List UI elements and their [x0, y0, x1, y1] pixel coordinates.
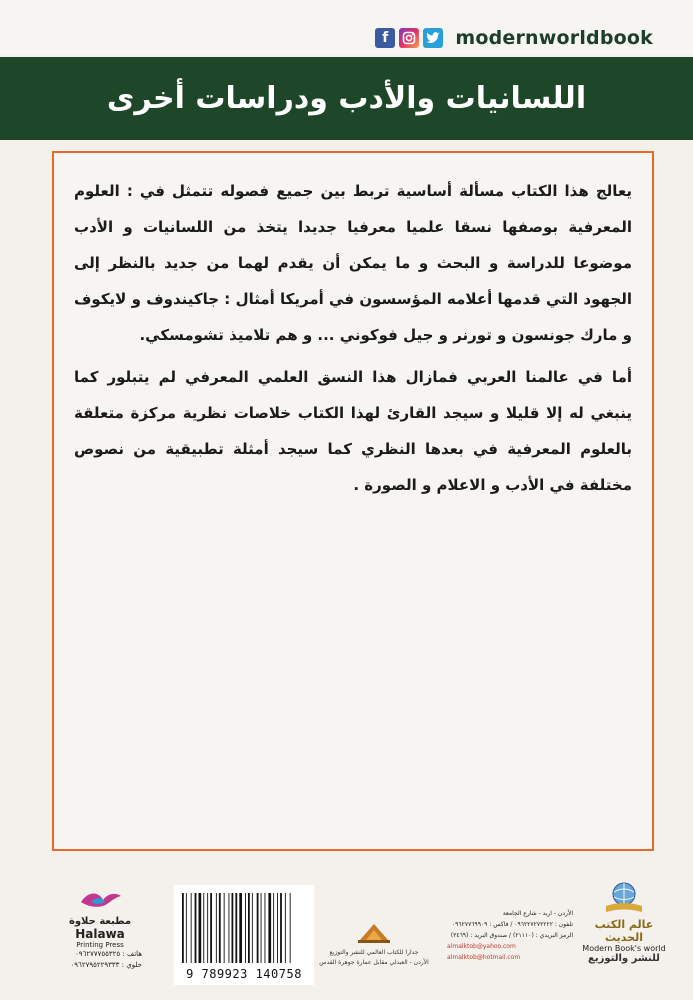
publisher-name-ar: عالم الكتب الحديث	[594, 918, 654, 944]
printer-mobile: خلوي : ٠٩٦٢٧٩٥٢٢٩٣٣٣	[70, 961, 142, 969]
twitter-icon[interactable]	[423, 28, 443, 48]
barcode	[174, 885, 314, 985]
contact-phone: تلفون : ٠٩٦٢٢٧٢٧٢٢٢٢ / فاكس : ٠٩٦٢٧٧٦٩٩٠٩	[451, 921, 573, 928]
bird-icon	[77, 888, 123, 912]
contact-email-2[interactable]: almalktob@hotmail.com	[447, 954, 521, 961]
contact-po: الرمز البريدي : (٢١١١٠) / صندوق البريد : (٣٤٦٩)	[450, 932, 573, 939]
blurb-text	[74, 173, 632, 509]
social-bar	[375, 26, 653, 50]
barcode-bars	[182, 893, 306, 963]
printer-name-ar: مطبعة حلاوة	[68, 916, 132, 927]
blurb-paragraph-2: أما في عالمنا العربي فمازال هذا النسق العلمي المعرفي لم يتبلور كما ينبغي له إلا قليلا و سيجد القارئ لهذا الكتاب خلاصات نظرية مركزة متعلقة بالعلوم المعرفية في بعدها النظري كما سيجد أمثلة تطبيقية من نصوص مختلفة في الأدب و الاعلام و الصورة .	[74, 368, 632, 494]
instagram-icon[interactable]	[399, 28, 419, 48]
printer-logo	[40, 888, 160, 971]
book-title: اللسانيات والأدب ودراسات أخرى	[106, 81, 587, 116]
printer-name-en: Halawa	[75, 927, 125, 941]
printer-phone: هاتف : ٠٩٦٢٧٧٧٥٥٣٢٥	[75, 950, 142, 958]
co-publisher	[318, 920, 430, 968]
blurb-frame	[52, 151, 654, 851]
publisher-contact	[433, 908, 573, 963]
co-publisher-logo-icon	[354, 920, 394, 944]
isbn-number: 9 789923 140758	[186, 967, 302, 981]
printer-sub: Printing Press	[76, 941, 124, 949]
co-publisher-line2: الأردن - العبدلي مقابل عمارة جوهرة القدس	[319, 959, 429, 966]
publisher-name-en: Modern Book's world	[582, 944, 666, 953]
site-name[interactable]: modernworldbook	[455, 27, 653, 49]
contact-email-1[interactable]: almalktob@yahoo.com	[447, 943, 516, 950]
globe-book-icon	[602, 880, 646, 914]
facebook-icon[interactable]: f	[375, 28, 395, 48]
title-bar	[0, 57, 693, 140]
publisher-logo	[574, 880, 674, 964]
contact-address: الأردن - اربد - شارع الجامعة	[502, 910, 573, 917]
blurb-paragraph-1: يعالج هذا الكتاب مسألة أساسية تربط بين جميع فصوله تتمثل في : العلوم المعرفية بوصفها نسقا علميا معرفيا جديدا يتخذ من اللسانيات و الأدب موضوعا للدراسة و البحث و ما يمكن أن يقدم لهما من جديد بالنظر إلى الجهود التي قدمها أعلامه المؤسسون في أمريكا أمثال : جاكيندوف و لايكوف و مارك جونسون و تورنر و جيل فوكوني ... و هم تلاميذ تشومسكي.	[74, 182, 632, 344]
co-publisher-line1: جدارا للكتاب العالمي للنشر والتوزيع	[329, 949, 419, 956]
publisher-tagline-ar: للنشر والتوزيع	[588, 953, 660, 964]
